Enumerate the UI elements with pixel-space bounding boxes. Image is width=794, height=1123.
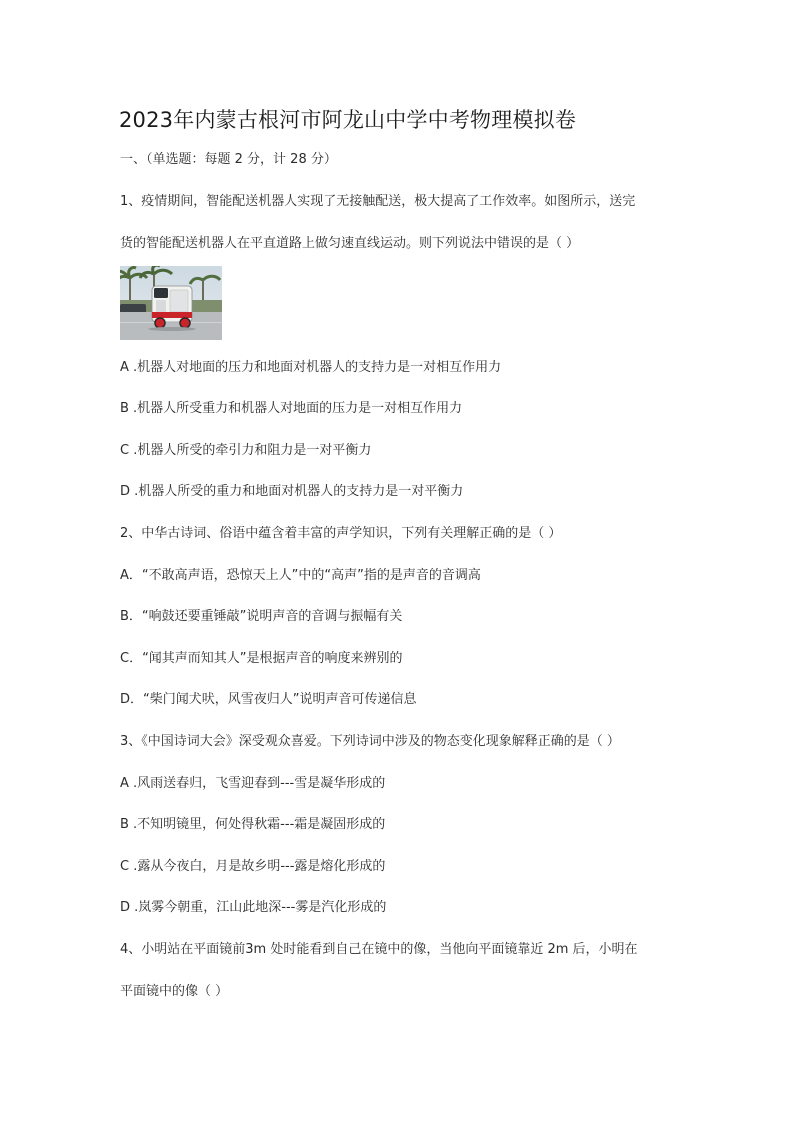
question-2-option-c: C．“闻其声而知其人”是根据声音的响度来辨别的 (120, 651, 403, 666)
question-3-option-d: D .岚雾今朝重，江山此地深---雾是汽化形成的 (120, 900, 387, 915)
delivery-robot-photo (120, 266, 222, 340)
question-2-text: 2、中华古诗词、俗语中蕴含着丰富的声学知识，下列有关理解正确的是（ ） (120, 526, 562, 541)
section-heading: 一、（单选题：每题 2 分，计 28 分） (120, 152, 337, 167)
question-1-text-line-2: 货的智能配送机器人在平直道路上做匀速直线运动。则下列说法中错误的是（ ） (120, 236, 580, 251)
question-2-option-b: B．“响鼓还要重锤敲”说明声音的音调与振幅有关 (120, 609, 403, 624)
page-title: 2023年内蒙古根河市阿龙山中学中考物理模拟卷 (119, 108, 577, 132)
delivery-robot-image (120, 266, 222, 340)
question-2-option-d: D．“柴门闻犬吠，风雪夜归人”说明声音可传递信息 (120, 692, 417, 707)
question-1-option-b: B .机器人所受重力和机器人对地面的压力是一对相互作用力 (120, 401, 463, 416)
question-4-text-line-1: 4、小明站在平面镜前3m 处时能看到自己在镜中的像，当他向平面镜靠近 2m 后，小明在 (120, 942, 638, 957)
question-1-option-d: D .机器人所受的重力和地面对机器人的支持力是一对平衡力 (120, 484, 464, 499)
question-1-text-line-1: 1、疫情期间，智能配送机器人实现了无接触配送，极大提高了工作效率。如图所示，送完 (120, 194, 636, 209)
question-2-option-a: A．“不敢高声语，恐惊天上人”中的“高声”指的是声音的音调高 (120, 568, 481, 583)
question-3-option-b: B .不知明镜里，何处得秋霜---霜是凝固形成的 (120, 817, 386, 832)
question-1-option-a: A .机器人对地面的压力和地面对机器人的支持力是一对相互作用力 (120, 360, 502, 375)
question-3-option-a: A .风雨送春归，飞雪迎春到---雪是凝华形成的 (120, 776, 386, 791)
question-1-option-c: C .机器人所受的牵引力和阻力是一对平衡力 (120, 443, 372, 458)
question-4-text-line-2: 平面镜中的像（ ） (120, 984, 229, 999)
question-3-option-c: C .露从今夜白，月是故乡明---露是熔化形成的 (120, 859, 386, 874)
question-3-text: 3、《中国诗词大会》深受观众喜爱。下列诗词中涉及的物态变化现象解释正确的是（ ） (120, 734, 620, 749)
